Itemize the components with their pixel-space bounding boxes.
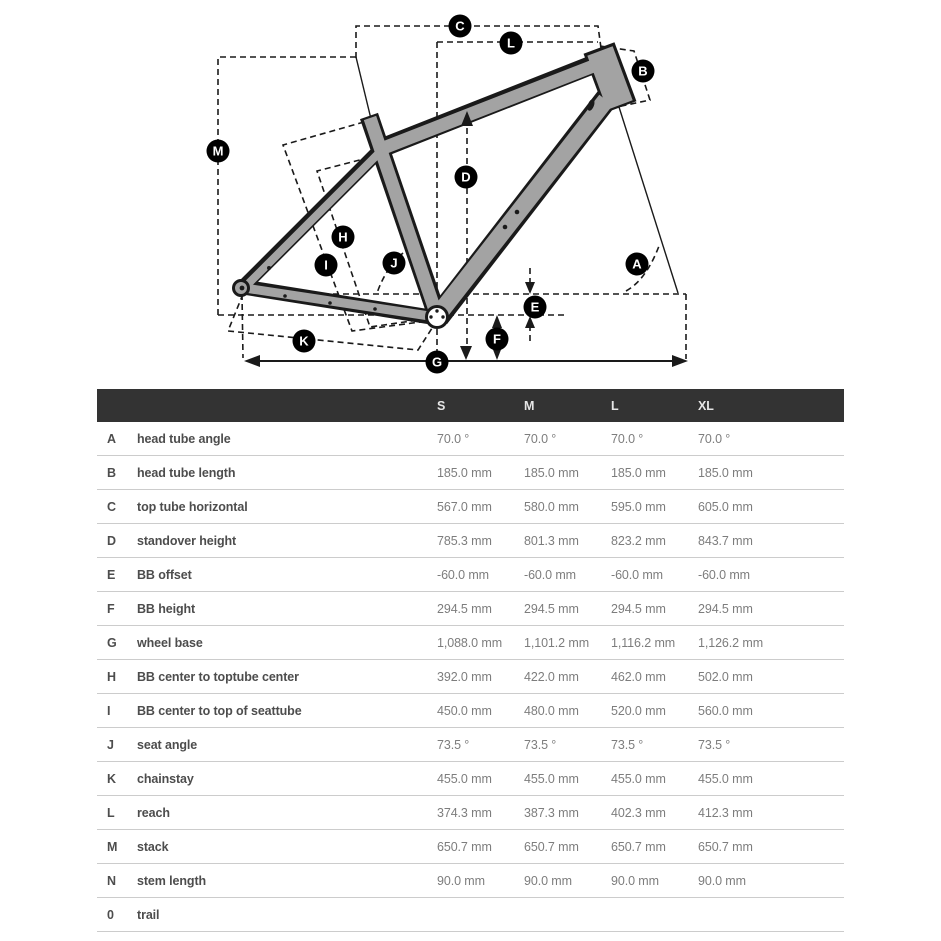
row-value-xl: 650.7 mm (698, 839, 753, 854)
row-value-m: 185.0 mm (524, 465, 579, 480)
row-value-l: 294.5 mm (611, 601, 666, 616)
row-letter: D (107, 533, 116, 548)
row-label: BB center to top of seattube (137, 703, 302, 718)
callout-K-label: K (299, 333, 309, 349)
row-value-m: 73.5 ° (524, 737, 557, 752)
row-label: chainstay (137, 771, 194, 786)
bike-frame (234, 48, 622, 328)
row-value-m: 650.7 mm (524, 839, 579, 854)
row-value-l: 70.0 ° (611, 431, 644, 446)
row-value-xl: 843.7 mm (698, 533, 753, 548)
row-label: stem length (137, 873, 207, 888)
row-value-l: 520.0 mm (611, 703, 666, 718)
dimension-arrows (244, 111, 688, 367)
row-value-s: 455.0 mm (437, 771, 492, 786)
header-size-s: S (437, 398, 446, 413)
table-row (97, 728, 844, 762)
row-label: stack (137, 839, 169, 854)
callout-L-label: L (507, 35, 515, 51)
table-row (97, 694, 844, 728)
row-value-xl: 605.0 mm (698, 499, 753, 514)
table-row (97, 626, 844, 660)
row-value-l: 1,116.2 mm (611, 635, 676, 650)
callout-F-label: F (493, 331, 501, 347)
table-row (97, 898, 844, 932)
callout-J-label: J (390, 255, 398, 271)
row-letter: L (107, 805, 115, 820)
callout-D-label: D (461, 169, 471, 185)
table-row (97, 796, 844, 830)
row-label: head tube length (137, 465, 236, 480)
row-letter: A (107, 431, 116, 446)
callout-E-label: E (530, 299, 540, 315)
row-letter: I (107, 703, 111, 718)
row-value-m: 480.0 mm (524, 703, 579, 718)
callout-G-label: G (431, 354, 443, 370)
bottle-boss (515, 210, 520, 215)
header-size-m: M (524, 398, 535, 413)
row-value-xl: 560.0 mm (698, 703, 753, 718)
row-letter: G (107, 635, 117, 650)
row-label: BB offset (137, 567, 192, 582)
table-row (97, 524, 844, 558)
row-letter: N (107, 873, 116, 888)
callout-B-label: B (638, 63, 648, 79)
row-value-s: 1,088.0 mm (437, 635, 503, 650)
row-label: top tube horizontal (137, 499, 248, 514)
row-label: BB center to toptube center (137, 669, 299, 684)
row-label: reach (137, 805, 170, 820)
frame-geometry-diagram (0, 0, 941, 382)
row-value-m: 801.3 mm (524, 533, 579, 548)
row-value-m: 422.0 mm (524, 669, 579, 684)
table-row (97, 762, 844, 796)
row-letter: C (107, 499, 116, 514)
row-value-l: 90.0 mm (611, 873, 659, 888)
callout-C-label: C (455, 18, 465, 34)
row-value-l: -60.0 mm (611, 567, 663, 582)
row-value-xl: 90.0 mm (698, 873, 746, 888)
row-value-m: 70.0 ° (524, 431, 557, 446)
row-label: standover height (137, 533, 237, 548)
row-value-l: 455.0 mm (611, 771, 666, 786)
row-value-m: 294.5 mm (524, 601, 579, 616)
table-row (97, 830, 844, 864)
row-value-m: 455.0 mm (524, 771, 579, 786)
row-value-xl: 73.5 ° (698, 737, 731, 752)
seat-axis-line (356, 57, 371, 119)
callout-A-label: A (632, 256, 642, 272)
callout-M-label: M (212, 143, 224, 159)
callout-H-label: H (338, 229, 348, 245)
row-value-xl: -60.0 mm (698, 567, 750, 582)
row-label: BB height (137, 601, 196, 616)
row-label: trail (137, 907, 160, 922)
row-value-l: 462.0 mm (611, 669, 666, 684)
row-value-xl: 294.5 mm (698, 601, 753, 616)
table-row (97, 456, 844, 490)
row-value-s: 650.7 mm (437, 839, 492, 854)
table-row (97, 422, 844, 456)
row-value-s: 70.0 ° (437, 431, 470, 446)
table-row (97, 558, 844, 592)
table-header-row (97, 389, 844, 422)
bottle-boss (503, 225, 508, 230)
row-value-xl: 70.0 ° (698, 431, 731, 446)
table-row (97, 490, 844, 524)
seatstay-boss (267, 266, 271, 270)
row-value-s: 73.5 ° (437, 737, 470, 752)
row-value-s: 392.0 mm (437, 669, 492, 684)
row-value-m: 1,101.2 mm (524, 635, 590, 650)
row-letter: B (107, 465, 116, 480)
row-value-s: 374.3 mm (437, 805, 492, 820)
row-label: head tube angle (137, 431, 231, 446)
row-value-l: 185.0 mm (611, 465, 666, 480)
row-label: wheel base (137, 635, 203, 650)
row-letter: K (107, 771, 116, 786)
row-value-xl: 502.0 mm (698, 669, 753, 684)
row-value-s: 567.0 mm (437, 499, 492, 514)
row-value-m: -60.0 mm (524, 567, 576, 582)
row-letter: 0 (107, 907, 114, 922)
row-value-m: 387.3 mm (524, 805, 579, 820)
row-value-l: 73.5 ° (611, 737, 644, 752)
row-value-l: 402.3 mm (611, 805, 666, 820)
row-value-s: 294.5 mm (437, 601, 492, 616)
callout-I-label: I (324, 257, 328, 273)
row-value-m: 580.0 mm (524, 499, 579, 514)
table-body (97, 422, 844, 932)
row-value-xl: 412.3 mm (698, 805, 753, 820)
row-value-s: 185.0 mm (437, 465, 492, 480)
row-value-xl: 455.0 mm (698, 771, 753, 786)
row-letter: M (107, 839, 118, 854)
row-value-xl: 1,126.2 mm (698, 635, 764, 650)
row-value-s: -60.0 mm (437, 567, 489, 582)
row-letter: E (107, 567, 116, 582)
geometry-table (97, 389, 844, 932)
row-value-xl: 185.0 mm (698, 465, 753, 480)
row-letter: J (107, 737, 114, 752)
row-value-s: 785.3 mm (437, 533, 492, 548)
table-row (97, 864, 844, 898)
row-label: seat angle (137, 737, 198, 752)
row-value-l: 823.2 mm (611, 533, 666, 548)
row-value-s: 90.0 mm (437, 873, 485, 888)
row-value-l: 595.0 mm (611, 499, 666, 514)
row-value-s: 450.0 mm (437, 703, 492, 718)
row-letter: F (107, 601, 115, 616)
table-row (97, 660, 844, 694)
header-size-xl: XL (698, 398, 714, 413)
row-letter: H (107, 669, 116, 684)
row-value-m: 90.0 mm (524, 873, 572, 888)
row-value-l: 650.7 mm (611, 839, 666, 854)
header-size-l: L (611, 398, 619, 413)
table-row (97, 592, 844, 626)
